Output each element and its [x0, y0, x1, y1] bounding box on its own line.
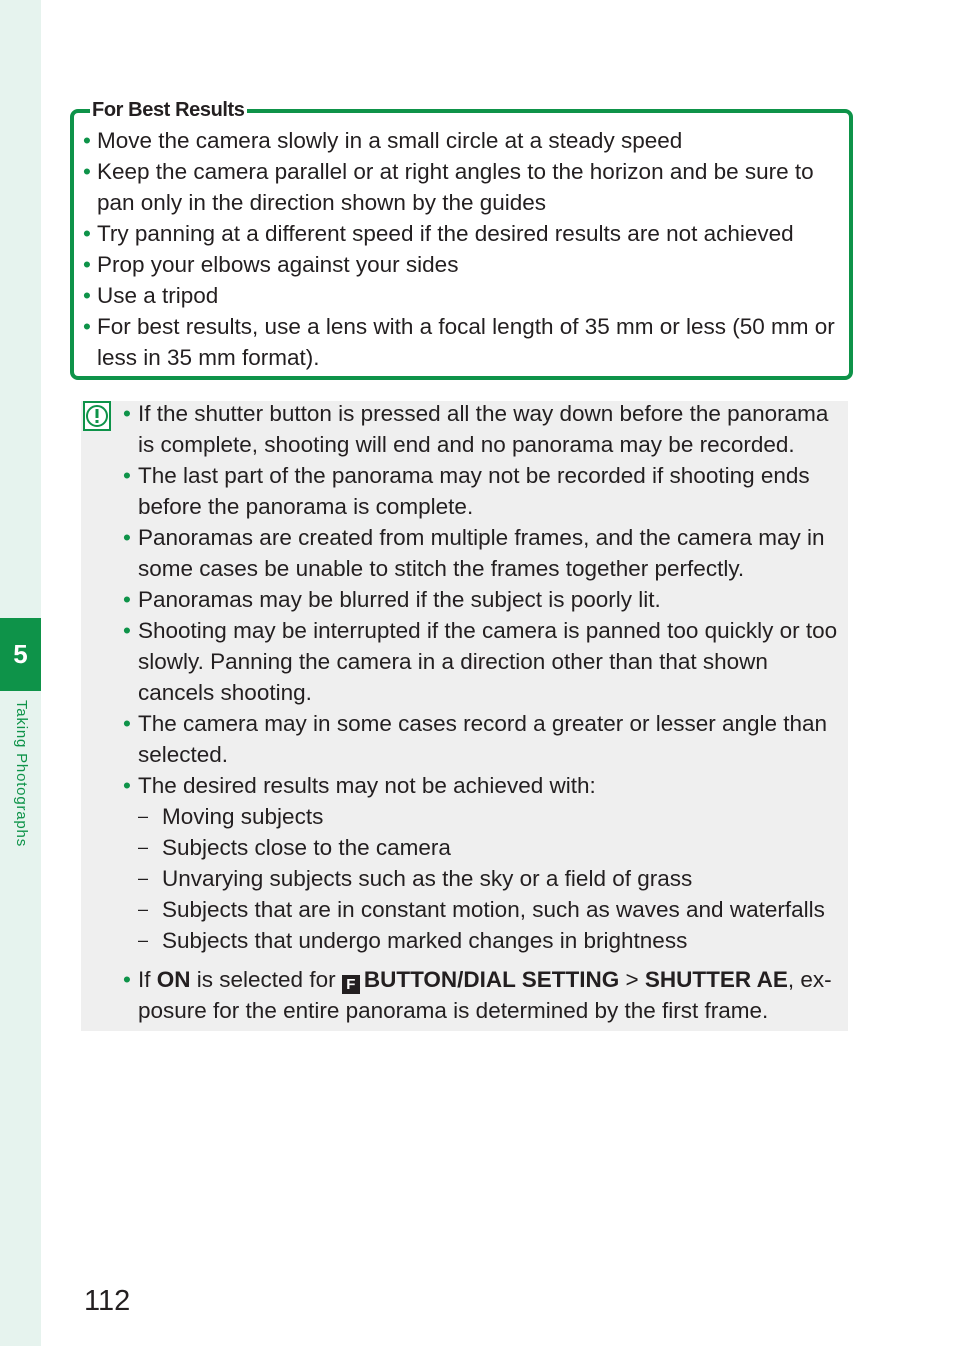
- list-item: • Prop your elbows against your sides: [80, 249, 850, 280]
- menu-separator: >: [619, 967, 645, 992]
- list-item: • For best results, use a lens with a focal length of 35 mm or less (50 mm or less in 35 mm format).: [80, 311, 850, 373]
- caution-icon: [83, 401, 111, 431]
- sub-list: [138, 801, 846, 956]
- sub-list-item: – Unvarying subjects such as the sky or a field of grass: [138, 863, 846, 894]
- caution-list: [120, 398, 846, 1026]
- list-item: • Move the camera slowly in a small circle at a steady speed: [80, 125, 850, 156]
- text-run: is selected for: [190, 967, 342, 992]
- text-run: If: [138, 967, 157, 992]
- list-item: • Use a tripod: [80, 280, 850, 311]
- list-item: • Panoramas are created from multiple frames, and the camera may in some cases be unable to stitch the frames together perfectly.: [120, 522, 846, 584]
- sub-list-item: – Subjects that are in constant motion, such as waves and waterfalls: [138, 894, 846, 925]
- sub-list-item: – Subjects close to the camera: [138, 832, 846, 863]
- list-item: • Shooting may be interrupted if the camera is panned too quickly or too slowly. Panning the camera in a direction other than that shown cancels shooting.: [120, 615, 846, 708]
- best-results-list: [80, 125, 850, 373]
- best-results-title: For Best Results: [92, 99, 245, 121]
- list-item: • The camera may in some cases record a greater or lesser angle than selected.: [120, 708, 846, 770]
- list-item: • Panoramas may be blurred if the subject is poorly lit.: [120, 584, 846, 615]
- chapter-title: Taking Photographs: [13, 700, 30, 847]
- list-item: • The last part of the panorama may not be recorded if shooting ends before the panorama is complete.: [120, 460, 846, 522]
- on-value: ON: [156, 967, 191, 992]
- page-number: 112: [84, 1285, 131, 1317]
- sub-list-item: – Moving subjects: [138, 801, 846, 832]
- menu-option-name: SHUTTER AE: [644, 967, 788, 992]
- text-run: , ex-posure for the entire panorama is determined by the first frame.: [138, 967, 832, 1023]
- function-icon: F: [342, 975, 360, 994]
- menu-setting-name: BUTTON/DIAL SETTING: [363, 967, 620, 992]
- sub-list-item: – Subjects that undergo marked changes in brightness: [138, 925, 846, 956]
- list-item: • If the shutter button is pressed all the way down before the panorama is complete, shooting will end and no panorama may be recorded.: [120, 398, 846, 460]
- list-item: • Try panning at a different speed if the desired results are not achieved: [80, 218, 850, 249]
- chapter-number: 5: [13, 639, 28, 669]
- list-item-text: The desired results may not be achieved with:: [138, 773, 596, 798]
- list-item-with-sublist: [120, 770, 846, 956]
- list-item-shutter-ae: [120, 964, 846, 1026]
- list-item: • Keep the camera parallel or at right angles to the horizon and be sure to pan only in the direction shown by the guides: [80, 156, 850, 218]
